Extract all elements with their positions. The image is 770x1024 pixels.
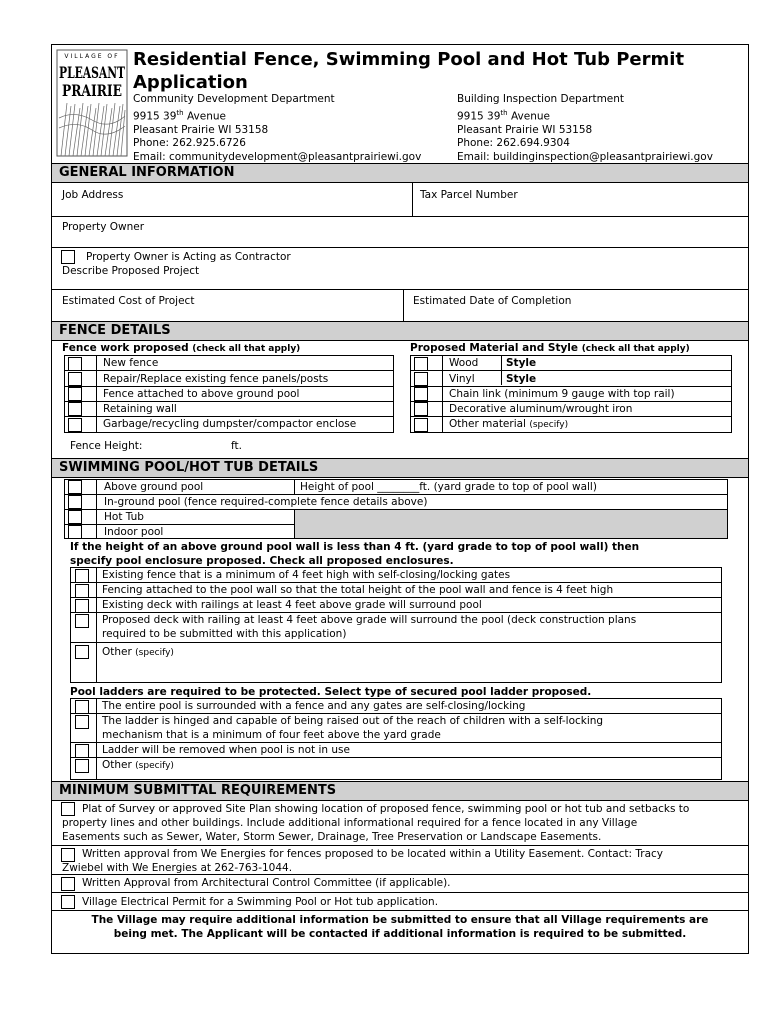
pool-item: Indoor pool xyxy=(104,526,164,538)
ladder-title: Pool ladders are required to be protected. Select type of secured pool ladder proposed. xyxy=(70,686,592,698)
bid-name: Building Inspection Department xyxy=(457,93,625,105)
enclosure-existing-deck-checkbox[interactable] xyxy=(75,599,89,613)
req-electrical-label: Village Electrical Permit for a Swimming Pool or Hot tub application. xyxy=(82,896,439,908)
minimum-header: MINIMUM SUBMITTAL REQUIREMENTS xyxy=(52,781,748,801)
logo-line1: PLEASANT xyxy=(59,63,126,82)
enclosure-deck-line2: required to be submitted with this application) xyxy=(102,628,347,640)
enclosure-deck-line1: Proposed deck with railing at least 4 feet above grade will surround the pool (deck construction plans xyxy=(102,614,637,626)
cdd-name: Community Development Department xyxy=(133,93,335,105)
req-survey-checkbox[interactable] xyxy=(61,802,75,816)
pool-warning-line2: specify pool enclosure proposed. Check all proposed enclosures. xyxy=(70,555,454,567)
tax-parcel-label: Tax Parcel Number xyxy=(420,189,518,201)
ladder-item: Ladder will be removed when pool is not in use xyxy=(102,744,350,756)
ladder-hinged-line2: mechanism that is a minimum of four feet above the yard grade xyxy=(102,729,441,741)
fence-new-checkbox[interactable] xyxy=(68,357,82,371)
req-energies-line2: Zwiebel with We Energies at 262-763-1044. xyxy=(62,862,293,874)
material-chain-checkbox[interactable] xyxy=(414,387,428,401)
enclosure-item: Fencing attached to the pool wall so that the total height of the pool wall and fence is 4 feet high xyxy=(102,584,614,596)
req-acc-label: Written Approval from Architectural Control Committee (if applicable). xyxy=(82,877,451,889)
material-title: Proposed Material and Style (check all that apply) xyxy=(410,342,690,354)
fence-work-item: New fence xyxy=(103,357,159,369)
fence-work-item: Retaining wall xyxy=(103,403,177,415)
footer-note-line2: being met. The Applicant will be contacted if additional information is required to be submitted. xyxy=(113,928,687,940)
pool-warning-line1: If the height of an above ground pool wall is less than 4 ft. (yard grade to top of pool wall) then xyxy=(70,541,640,553)
ladder-fenced-checkbox[interactable] xyxy=(75,700,89,714)
logo-top-text: VILLAGE OF xyxy=(64,53,120,60)
fence-work-item: Fence attached to above ground pool xyxy=(103,388,300,400)
bid-phone: Phone: 262.694.9304 xyxy=(457,137,570,150)
pool-inground-checkbox[interactable] xyxy=(68,495,82,509)
pool-hottub-checkbox[interactable] xyxy=(68,510,82,524)
cdd-address xyxy=(133,93,421,164)
material-vinyl-checkbox[interactable] xyxy=(414,372,428,386)
pool-header: SWIMMING POOL/HOT TUB DETAILS xyxy=(52,458,748,478)
style-label: Style xyxy=(506,357,537,369)
bid-city: Pleasant Prairie WI 53158 xyxy=(457,123,593,136)
req-electrical-checkbox[interactable] xyxy=(61,895,75,909)
cdd-phone: Phone: 262.925.6726 xyxy=(133,137,246,150)
page-title xyxy=(133,48,733,94)
fence-height-label: Fence Height: xyxy=(70,440,143,452)
footer-note-line1: The Village may require additional information be submitted to ensure that all Village requirements are xyxy=(91,914,709,926)
enclosure-item: Existing deck with railings at least 4 feet above grade will surround pool xyxy=(102,599,482,611)
enclosure-proposed-deck-checkbox[interactable] xyxy=(75,614,89,628)
ladder-item: The entire pool is surrounded with a fence and any gates are self-closing/locking xyxy=(102,700,526,712)
owner-contractor-label: Property Owner is Acting as Contractor xyxy=(86,251,291,263)
pool-item: Above ground pool xyxy=(104,481,204,493)
job-address-label: Job Address xyxy=(62,189,124,201)
logo-line2: PRAIRIE xyxy=(62,81,122,100)
pool-above-checkbox[interactable] xyxy=(68,480,82,494)
pool-item: In-ground pool (fence required-complete fence details above) xyxy=(104,496,428,508)
pool-item: Hot Tub xyxy=(104,511,144,523)
fence-repair-checkbox[interactable] xyxy=(68,372,82,386)
req-acc-checkbox[interactable] xyxy=(61,877,75,891)
ladder-other-checkbox[interactable] xyxy=(75,759,89,773)
enclosure-existing-fence-checkbox[interactable] xyxy=(75,569,89,583)
owner-contractor-checkbox[interactable] xyxy=(61,250,75,264)
material-wood-checkbox[interactable] xyxy=(414,357,428,371)
completion-label: Estimated Date of Completion xyxy=(413,295,572,307)
cdd-city: Pleasant Prairie WI 53158 xyxy=(133,123,269,136)
cdd-email: Email: communitydevelopment@pleasantprairiewi.gov xyxy=(133,150,422,163)
req-survey-line1: Plat of Survey or approved Site Plan showing location of proposed fence, swimming pool or hot tub and setbacks to xyxy=(82,803,690,815)
bid-street: 9915 39th Avenue xyxy=(457,108,550,123)
fence-attached-checkbox[interactable] xyxy=(68,387,82,401)
enclosure-other: Other (specify) xyxy=(102,646,174,658)
pool-height-label: Height of pool ________ft. (yard grade to top of pool wall) xyxy=(300,481,597,493)
material-other-checkbox[interactable] xyxy=(414,418,428,432)
bid-address xyxy=(457,93,713,164)
fence-header: FENCE DETAILS xyxy=(52,321,748,341)
ladder-other: Other (specify) xyxy=(102,759,174,771)
material-item: Other material (specify) xyxy=(449,418,569,430)
req-survey-line2: property lines and other buildings. Include additional informational required for a fence located in any Village xyxy=(62,817,638,829)
ladder-hinged-checkbox[interactable] xyxy=(75,715,89,729)
material-item: Chain link (minimum 9 gauge with top rail) xyxy=(449,388,675,400)
title-line1: Residential Fence, Swimming Pool and Hot Tub Permit xyxy=(133,49,685,70)
fence-work-item: Garbage/recycling dumpster/compactor enclose xyxy=(103,418,357,430)
cdd-street: 9915 39th Avenue xyxy=(133,108,226,123)
village-logo xyxy=(55,48,129,158)
title-line2: Application xyxy=(133,72,248,93)
enclosure-attached-fence-checkbox[interactable] xyxy=(75,584,89,598)
fence-retaining-checkbox[interactable] xyxy=(68,402,82,416)
fence-work-title: Fence work proposed (check all that apply) xyxy=(62,342,301,354)
fence-garbage-checkbox[interactable] xyxy=(68,418,82,432)
general-header: GENERAL INFORMATION xyxy=(52,163,748,183)
req-survey-line3: Easements such as Sewer, Water, Storm Sewer, Drainage, Tree Preservation or Landscape Easements. xyxy=(62,831,602,843)
owner-label: Property Owner xyxy=(62,221,145,233)
ladder-removed-checkbox[interactable] xyxy=(75,744,89,758)
enclosure-item: Existing fence that is a minimum of 4 feet high with self-closing/locking gates xyxy=(102,569,511,581)
enclosure-other-checkbox[interactable] xyxy=(75,645,89,659)
fence-height-unit: ft. xyxy=(231,440,242,452)
style-label: Style xyxy=(506,373,537,385)
material-item: Decorative aluminum/wrought iron xyxy=(449,403,633,415)
material-item: Wood xyxy=(449,357,479,369)
req-energies-checkbox[interactable] xyxy=(61,848,75,862)
pool-indoor-checkbox[interactable] xyxy=(68,525,82,539)
fence-work-item: Repair/Replace existing fence panels/posts xyxy=(103,373,329,385)
material-item: Vinyl xyxy=(449,373,475,385)
bid-email: Email: buildinginspection@pleasantprairiewi.gov xyxy=(457,150,713,163)
material-decorative-checkbox[interactable] xyxy=(414,402,428,416)
cost-label: Estimated Cost of Project xyxy=(62,295,195,307)
ladder-hinged-line1: The ladder is hinged and capable of being raised out of the reach of children with a self-locking xyxy=(102,715,604,727)
describe-label: Describe Proposed Project xyxy=(62,265,200,277)
req-energies-line1: Written approval from We Energies for fences proposed to be located within a Utility Easement. Contact: Tracy xyxy=(82,848,664,860)
